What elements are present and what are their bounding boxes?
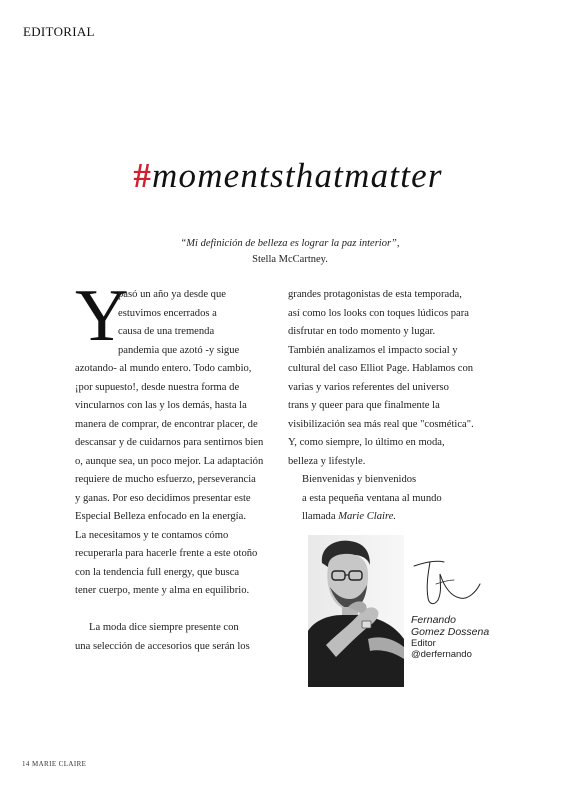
- body-line: tener cuerpo, mente y alma en equilibrio.: [75, 585, 250, 596]
- body-line: ¡por supuesto!, desde nuestra forma de: [75, 381, 240, 393]
- publication-name: MARIE CLAIRE: [31, 760, 87, 768]
- body-line: Y, como siempre, lo último en moda,: [288, 437, 445, 448]
- body-line: belleza y lifestyle.: [288, 455, 366, 467]
- page-title-text: momentsthatmatter: [152, 156, 443, 195]
- body-line: así como los looks con toques lúdicos para: [288, 307, 469, 319]
- body-line: Especial Belleza enfocado en la energía.: [75, 511, 246, 522]
- body-line: y ganas. Por eso decidimos presentar este: [75, 492, 251, 504]
- body-text: llamada: [302, 511, 336, 522]
- hash-symbol: #: [133, 156, 153, 195]
- body-line: azotando- al mundo entero. Todo cambio,: [75, 363, 252, 374]
- body-line: con la tendencia full energy, que busca: [75, 566, 240, 578]
- quote-author: Stella McCartney.: [252, 254, 328, 265]
- editor-role: Editor: [411, 638, 436, 649]
- body-line: requiere de mucho esfuerzo, perseverancia: [75, 474, 256, 485]
- body-line: pandemia que azotó -y sigue: [118, 344, 240, 356]
- body-line: Bienvenidas y bienvenidos: [302, 474, 417, 485]
- section-label: EDITORIAL: [23, 24, 95, 39]
- body-line: manera de comprar, de encontrar placer, de: [75, 418, 258, 430]
- editor-photo: [308, 535, 404, 687]
- body-line: grandes protagonistas de esta temporada,: [288, 289, 462, 300]
- editor-first-name: Fernando: [411, 614, 456, 626]
- editor-credit: [411, 614, 489, 660]
- pull-quote: [120, 236, 460, 268]
- body-line: pasó un año ya desde que: [118, 289, 226, 300]
- body-line: descansar y de cuidarnos para sentirnos bien: [75, 437, 264, 448]
- page-number: 14: [22, 760, 30, 768]
- body-line: una selección de accesorios que serán los: [75, 640, 250, 652]
- body-line: varias y varios referentes del universo: [288, 381, 449, 393]
- magazine-name: Marie Claire.: [338, 511, 397, 522]
- body-line: estuvimos encerrados a: [118, 307, 217, 319]
- drop-cap: Y: [75, 275, 129, 357]
- page-footer: [22, 760, 86, 768]
- signature: [410, 556, 484, 610]
- body-line: a esta pequeña ventana al mundo: [302, 492, 442, 504]
- body-line: visibilización sea más real que "cosmética".: [288, 418, 474, 430]
- editor-last-name: Gomez Dossena: [411, 626, 490, 638]
- body-line: causa de una tremenda: [118, 326, 215, 337]
- body-line: También analizamos el impacto social y: [288, 344, 458, 356]
- body-line: recuperarla para hacerle frente a este otoño: [75, 548, 258, 559]
- body-line: trans y queer para que finalmente la: [288, 400, 440, 411]
- body-column-left: [75, 275, 275, 656]
- editor-portrait-image: [308, 535, 404, 687]
- body-line: o, aunque sea, un poco mejor. La adaptación: [75, 455, 264, 467]
- quote-text: “Mi definición de belleza es lograr la paz interior”,: [180, 238, 400, 249]
- body-line: La moda dice siempre presente con: [89, 622, 239, 633]
- body-line: La necesitamos y te contamos cómo: [75, 529, 229, 541]
- page-title: [0, 156, 576, 196]
- body-line: disfrutar en todo momento y lugar.: [288, 326, 436, 337]
- body-column-right: [288, 286, 488, 527]
- body-line: vincularnos con las y los demás, hasta la: [75, 400, 247, 411]
- signature-mark: [410, 556, 484, 610]
- body-line: [288, 508, 488, 527]
- editor-handle: @derfernando: [411, 649, 472, 660]
- paragraph-gap: [75, 601, 275, 620]
- body-line: cultural del caso Elliot Page. Hablamos con: [288, 363, 474, 374]
